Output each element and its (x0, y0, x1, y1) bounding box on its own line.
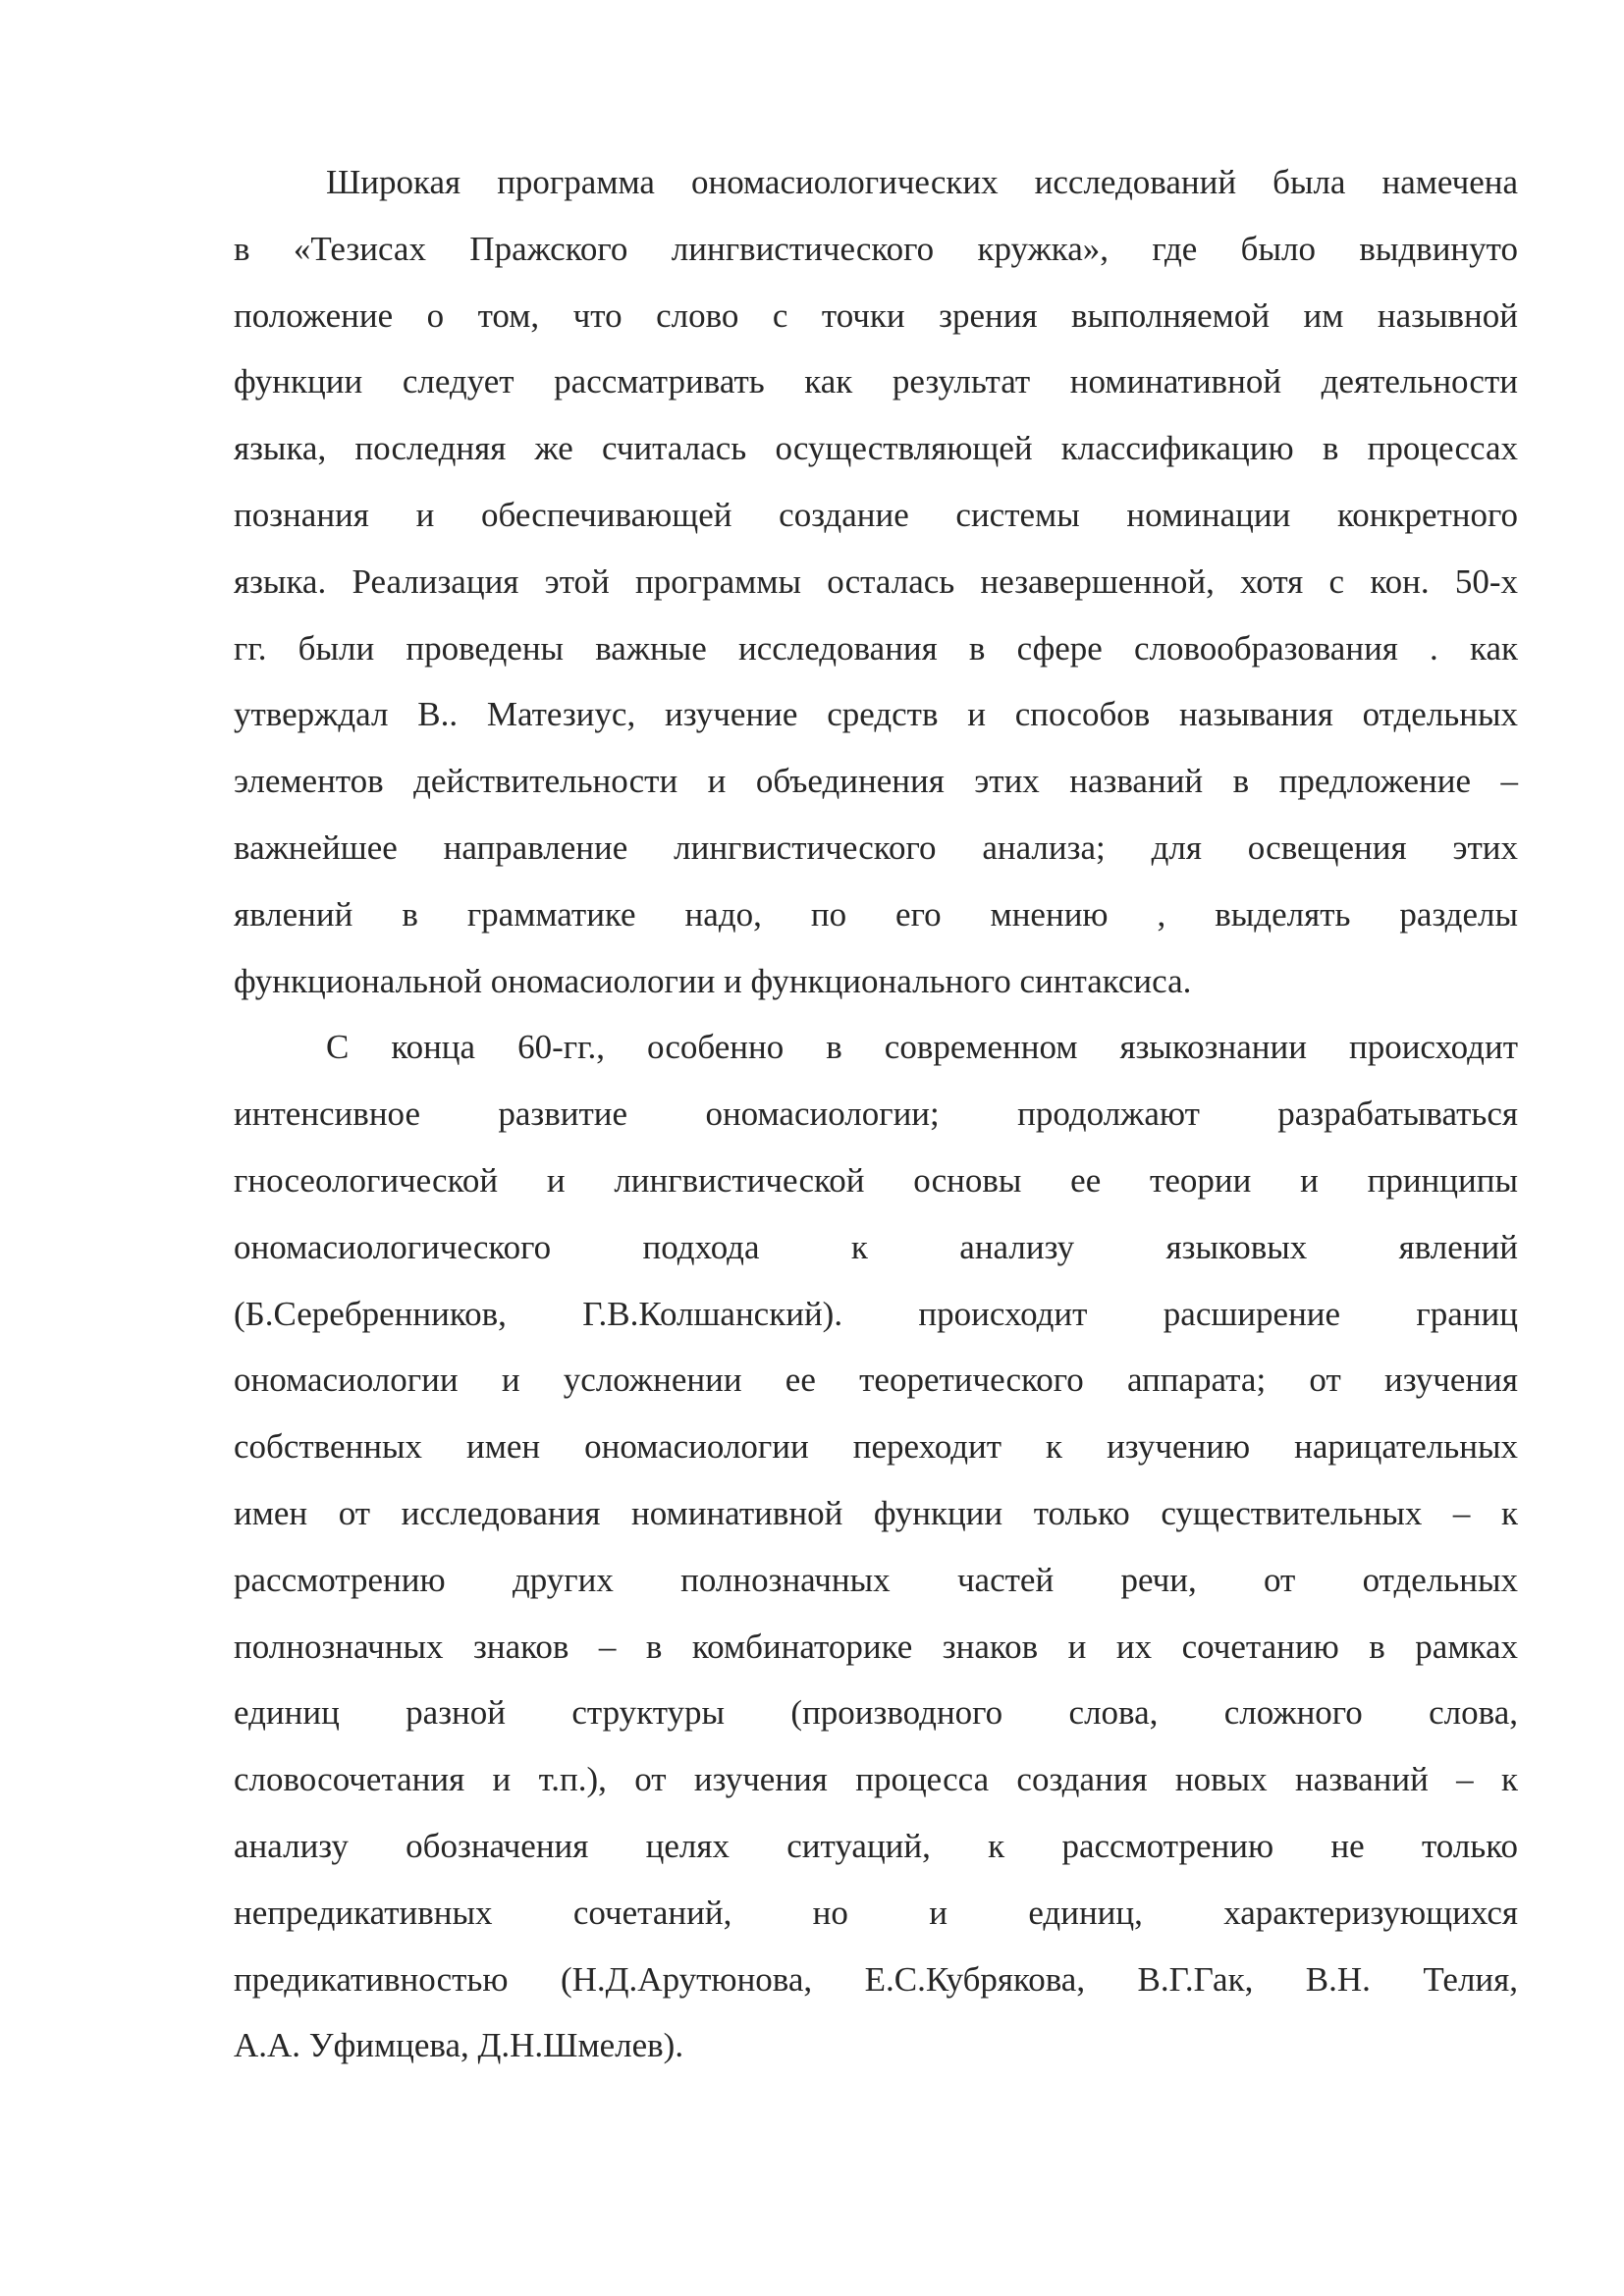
text-line: функциональной ономасиологии и функционального синтаксиса. (234, 961, 1192, 1000)
paragraph-2 (234, 1014, 1518, 2079)
text-line: анализу обозначения целях ситуаций, к рассмотрению не только (234, 1826, 1518, 1865)
text-line: положение о том, что слово с точки зрения выполняемой им назывной (234, 295, 1518, 335)
text-line: языка, последняя же считалась осуществляющей классификацию в процессах (234, 429, 1518, 468)
body-text (234, 149, 1518, 2079)
text-line: явлений в грамматике надо, по его мнению , выделять разделы (234, 894, 1518, 934)
text-line: гг. были проведены важные исследования в сфере словообразования . как (234, 628, 1518, 667)
text-line: словосочетания и т.п.), от изучения процесса создания новых названий – к (234, 1760, 1518, 1799)
text-line: элементов действительности и объединения этих названий в предложение – (234, 762, 1518, 801)
text-line: гносеологической и лингвистической основы ее теории и принципы (234, 1160, 1518, 1200)
text-line: собственных имен ономасиологии переходит к изучению нарицательных (234, 1427, 1518, 1467)
text-line: языка. Реализация этой программы осталась незавершенной, хотя с кон. 50-х (234, 561, 1518, 601)
text-line: рассмотрению других полнозначных частей речи, от отдельных (234, 1560, 1518, 1599)
text-line: функции следует рассматривать как результат номинативной деятельности (234, 362, 1518, 401)
text-line: ономасиологии и усложнении ее теоретического аппарата; от изучения (234, 1361, 1518, 1400)
text-line: в «Тезисах Пражского лингвистического кружка», где было выдвинуто (234, 229, 1518, 268)
text-line: познания и обеспечивающей создание системы номинации конкретного (234, 495, 1518, 534)
text-line: (Б.Серебренников, Г.В.Колшанский). происходит расширение границ (234, 1294, 1518, 1333)
text-line: непредикативных сочетаний, но и единиц, характеризующихся (234, 1893, 1518, 1932)
text-line: имен от исследования номинативной функции только существительных – к (234, 1493, 1518, 1532)
text-line: Широкая программа ономасиологических исследований была намечена (326, 163, 1518, 201)
text-line: полнозначных знаков – в комбинаторике знаков и их сочетанию в рамках (234, 1627, 1518, 1666)
text-line: интенсивное развитие ономасиологии; продолжают разрабатываться (234, 1095, 1518, 1134)
paragraph-1 (234, 149, 1518, 1014)
text-line: С конца 60-гг., особенно в современном языкознании происходит (326, 1028, 1518, 1067)
text-line: А.А. Уфимцева, Д.Н.Шмелев). (234, 2026, 684, 2065)
text-line: ономасиологического подхода к анализу языковых явлений (234, 1227, 1518, 1266)
text-line: утверждал В.. Матезиус, изучение средств и способов называния отдельных (234, 695, 1518, 734)
text-line: предикативностью (Н.Д.Арутюнова, Е.С.Кубрякова, В.Г.Гак, В.Н. Телия, (234, 1959, 1518, 1999)
text-line: важнейшее направление лингвистического анализа; для освещения этих (234, 828, 1518, 867)
text-line: единиц разной структуры (производного слова, сложного слова, (234, 1693, 1518, 1733)
